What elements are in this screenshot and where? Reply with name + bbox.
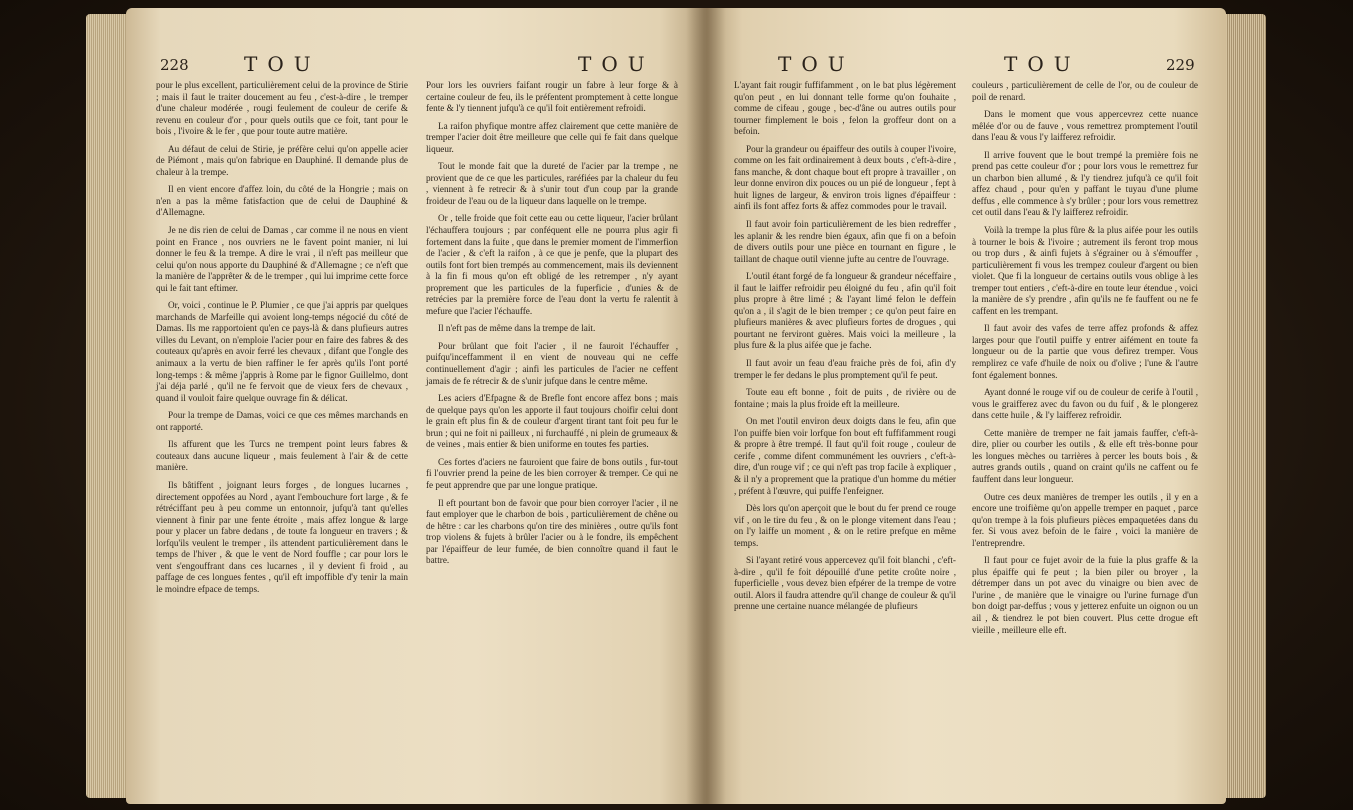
right-page-number: 229 <box>1166 56 1195 74</box>
paragraph: L'ayant fait rougir fuffifamment , on le bat plus légèrement qu'on peut , en lui donnant telle forme qu'on fouhaite , comme de cifeau , gouge , bec-d'âne ou autres outils pour tourner fimplement le bois , felon la groffeur dont on a befoin. <box>734 80 956 137</box>
paragraph: Il faut avoir des vafes de terre affez profonds & affez larges pour que l'outil puiffe y entrer aifément en toute fa longueur ou de la partie que vous defirez tremper. Vous remplirez ce vafe d'huile de noix ou d'olive ; l'une & l'autre font également bonnes. <box>972 323 1198 380</box>
paragraph: Les aciers d'Efpagne & de Brefle font encore affez bons ; mais de quelque pays qu'on les apporte il faut toujours choifir celui dont le grain eft plus fin & de couleur d'argent tirant tant foit peu fur le brun ; qui ne foit ni pailleux , ni furchauffé , ni plein de grumeaux & de veines , mais entier & bien uniforme en toutes fes parties. <box>426 393 678 450</box>
right-header-title-2: TOU <box>1004 52 1081 76</box>
paragraph: couleurs , particulièrement de celle de l'or, ou de couleur de poil de renard. <box>972 80 1198 102</box>
paragraph: L'outil étant forgé de fa longueur & grandeur néceffaire , il faut le laiffer refroidir peu éloigné du feu , afin qu'il foit plus propre à être limé ; & l'ayant limé felon le deffein qu'on a , il s'agit de le bien tremper ; ce qu'on peut faire en plufieurs manières & avec plufieurs fortes de drogues , qui pourtant ne ferviront guères. Mais voici la meilleure , la plus fure & la plus aifée que je fache. <box>734 271 956 351</box>
right-column-2 <box>972 80 1198 642</box>
left-column-1 <box>156 80 408 601</box>
paragraph: Ayant donné le rouge vif ou de couleur de cerife à l'outil , vous le graifferez avec du favon ou du fuif , & le plongerez dans cette huile , & l'y laifferez refroidir. <box>972 387 1198 421</box>
paragraph: Cette manière de tremper ne fait jamais fauffer, c'eft-à-dire, plier ou courber les outils , & elle eft très-bonne pour les longues mèches ou tarrières à percer les bouts bois , & autres grands outils , quand on craint qu'ils ne caffent ou fe fauffent dans leur longueur. <box>972 427 1198 484</box>
paragraph: Il faut pour ce fujet avoir de la fuie la plus graffe & la plus épaiffe qui fe peut ; la bien piler ou broyer , la détremper dans un pot avec du vinaigre ou bien avec de l'urine , de manière que le vinaigre ou l'urine furnage d'un bon doigt par-deffus ; vous y jetterez enfuite un oignon ou un ail , & tiendrez le pot bien couvert. Plus cette drogue eft vieille , meilleure elle eft. <box>972 555 1198 635</box>
paragraph: pour le plus excellent, particulièrement celui de la province de Stirie ; mais il faut le traiter doucement au feu , c'est-à-dire , le tremper d'une chaleur modérée , rougi feulement de couleur de cerife & revenu en couleur d'or , pour quels outils que ce foit, tant pour le bois , l'ivoire & le fer , que pour toute autre matière. <box>156 80 408 137</box>
paragraph: La raifon phyfique montre affez clairement que cette manière de tremper l'acier doit être meilleure que celle qui fe fait dans quelque liqueur. <box>426 120 678 154</box>
paragraph: On met l'outil environ deux doigts dans le feu, afin que l'on puiffe bien voir lorfque fon bout eft fuffifamment rougi & propre à être trempé. Il faut qu'il foit rouge , couleur de cerife , comme difent communément les ouvriers , c'eft-à-dire, d'un rouge vif ; ce qui n'eft pas trop facile à expliquer , & il n'y a proprement que la pratique d'un homme du métier , préfent à l'œuvre, qui puiffe l'enfeigner. <box>734 416 956 496</box>
left-column-2 <box>426 80 678 573</box>
paragraph: Il faut avoir un feau d'eau fraiche près de foi, afin d'y tremper le fer dedans le plus promptement qu'il fe peut. <box>734 358 956 380</box>
paragraph: Il en vient encore d'affez loin, du côté de la Hongrie ; mais on n'en a pas la même fatisfaction que de celui de Dauphiné & d'Allemagne. <box>156 184 408 218</box>
book-gutter <box>686 8 726 804</box>
left-header-title: TOU <box>244 52 321 76</box>
right-column-1 <box>734 80 956 619</box>
paragraph: Tout le monde fait que la dureté de l'acier par la trempe , ne provient que de ce que les particules, raréfiées par la chaleur du feu , viennent à fe retrecir & à s'unir tout d'un coup par la grande froideur de l'eau ou de la liqueur dans laquelle on le trempe. <box>426 161 678 206</box>
paragraph: Il n'eft pas de même dans la trempe de lait. <box>438 323 596 334</box>
paragraph: Ils affurent que les Turcs ne trempent point leurs fabres & couteaux dans aucune liqueur , mais feulement à l'air & de cette manière. <box>156 439 408 473</box>
right-header-title: TOU <box>778 52 855 76</box>
paragraph: Il faut avoir foin particulièrement de les bien redreffer , les aplanir & les rendre bien égaux, afin que fi on a befoin de divers outils pour une pièce en tournant en figure , le taillant de chaque outil vienne jufte au centre de l'ouvrage. <box>734 219 956 264</box>
paragraph: Je ne dis rien de celui de Damas , car comme il ne nous en vient point en France , nos ouvriers ne le favent point manier, ni lui donner le feu & la trempe. A dire le vrai , il n'eft pas meilleur que celui qu'on nous apporte du Dauphiné & d'Allemagne ; ce n'eft que la manière de l'apprêter & de le tremper , qui lui imprime cette force qui le fait tant eftimer. <box>156 225 408 293</box>
paragraph: Outre ces deux manières de tremper les outils , il y en a encore une troifième qu'on appelle tremper en paquet , parce qu'on trempe à la fois plufieurs pièces empaquetées dans du fer. Si vous avez befoin de le faire , voici la manière de l'entreprendre. <box>972 491 1198 548</box>
paragraph: Voilà la trempe la plus fûre & la plus aifée pour les outils à tourner le bois & l'ivoire ; autrement ils feront trop mous ou trop durs , & ainfi fujets à s'égrainer ou à s'émouffer , particulièrement fi vous les trempez couleur d'argent ou bien violet. Que fi la longueur de certains outils vous oblige à les tremper tout entiers , c'eft-à-dire en toute leur étendue , voici la manière de s'y prendre , afin qu'ils ne fe fauffent ou ne fe caffent en les trempant. <box>972 225 1198 316</box>
paragraph: Il eft pourtant bon de favoir que pour bien corroyer l'acier , il ne faut employer que le charbon de bois , particulièrement de chêne ou de hêtre : car les charbons qu'on tire des minières , outre qu'ils font trop violens & fujets à brûler l'acier ou à le fondre, ils empêchent par l'épaiffeur de leur fumée, de bien connoître quand il faut le battre. <box>426 497 678 566</box>
paragraph: Il arrive fouvent que le bout trempé la première fois ne prend pas cette couleur d'or ; pour lors vous le remettrez fur un charbon bien allumé , & l'y tiendrez jufqu'à ce qu'il foit affez chaud , pour qu'en y paffant le tuyau d'une plume deffus , elle commence à s'y brûler ; pour lors vous remettrez cet outil dans l'eau & l'y laifferez refroidir. <box>972 149 1198 218</box>
paragraph: Or, voici , continue le P. Plumier , ce que j'ai appris par quelques marchands de Marfeille qui avoient long-temps négocié du côté de Damas. Ils me rapportoient qu'en ce pays-là & dans plufieurs autres villes du Levant, on n'emploie l'acier pour en faire des fabres & des couteaux qu'après en avoir ferré les chevaux , difant que l'ongle des animaux a la vertu de bien raffiner le fer après qu'ils l'ont porté long-temps : & même j'appris à Rome par le fignor Guillelmo, dont j'ai déja parlé , qu'il ne fe fervoit que de vieux fers de chevaux , quand il vouloit faire quelque ouvrage fin & délicat. <box>156 300 408 403</box>
paragraph: Dans le moment que vous appercevrez cette nuance mêlée d'or ou de fauve , vous remettrez promptement l'outil dans l'eau & vous l'y laifferez refroidir. <box>972 109 1198 143</box>
open-book <box>46 0 1306 810</box>
paragraph: Ils bâtiffent , joignant leurs forges , de longues lucarnes , directement oppofées au Nord , ayant l'embouchure fort large , & fe rétréciffant peu à peu comme un entonnoir, jufqu'à tant qu'elles viennent à finir par une fente étroite , mais affez longue & large pour y placer un fabre dedans , de toute fa longueur en travers ; & lorfqu'ils veulent le tremper , ils attendent particulièrement dans le temps de l'hiver , & que le vent de Nord fouffle ; car pour lors le vent s'engouffrant dans ces lucarnes , il y devient fi froid , au paffage de ces longues fentes , qu'il eft impoffible d'y tenir la main le moindre efpace de temps. <box>156 479 408 594</box>
paragraph: Toute eau eft bonne , foit de puits , de rivière ou de fontaine ; mais la plus froide eft la meilleure. <box>734 387 956 409</box>
left-page <box>126 8 706 804</box>
paragraph: Pour la trempe de Damas, voici ce que ces mêmes marchands en ont rapporté. <box>156 410 408 432</box>
left-page-edges <box>86 14 128 798</box>
paragraph: Dès lors qu'on aperçoit que le bout du fer prend ce rouge vif , on le tire du feu , & on le plonge vitement dans l'eau ; on l'y laiffe un moment , & on le retire prefque en même temps. <box>734 503 956 548</box>
paragraph: Pour lors les ouvriers faifant rougir un fabre à leur forge & à certaine couleur de feu, ils le préfentent promptement à cette longue fente & l'y tiennent jufqu'à ce qu'il foit entièrement refroidi. <box>426 80 678 114</box>
paragraph: Ces fortes d'aciers ne fauroient que faire de bons outils , fur-tout fi l'ouvrier prend la peine de les bien corroyer & tremper. Ce qui ne fe peut apprendre que par une longue pratique. <box>426 456 678 490</box>
left-header-title-2: TOU <box>578 52 655 76</box>
paragraph: Pour la grandeur ou épaiffeur des outils à couper l'ivoire, comme on les fait ordinairement à deux bouts , c'eft-à-dire , fans manche, & dont chaque bout eft propre à travailler , on leur donne environ dix pouces ou un pié de longueur , fept à huit lignes de largeur, & environ trois lignes d'épaiffeur : ainfi ils font affez forts & affez commodes pour le travail. <box>734 143 956 212</box>
right-page <box>706 8 1226 804</box>
paragraph: Si l'ayant retiré vous appercevez qu'il foit blanchi , c'eft-à-dire , qu'il fe foit dépouillé d'une petite croûte noire , fuperficielle , vous devez bien efpérer de la trempe de votre outil. Alors il faudra attendre qu'il change de couleur & qu'il prenne une certaine nuance mélangée de plufieurs <box>734 555 956 612</box>
left-page-number: 228 <box>160 56 189 74</box>
paragraph: Au défaut de celui de Stirie, je préfère celui qu'on appelle acier de Piémont , mais qu'on fabrique en Dauphiné. Il demande plus de chaleur à la trempe. <box>156 143 408 177</box>
right-page-edges <box>1226 14 1266 798</box>
paragraph: Or , telle froide que foit cette eau ou cette liqueur, l'acier brûlant l'échauffera toujours ; par conféquent elle ne pourra plus agir fi fortement dans la fuite , que dans le premier moment de l'immerfion de l'acier , & c'eft la raifon , à ce que je penfe, que la plupart des outils font fort bien trempés au commencement, mais ils deviennent à la fin fi mous qu'on eft obligé de les retremper , n'y ayant proprement que les particules de la fuperficie , d'unies & de retrécies par la première force de l'eau dont la vertu fe ralentit à mefure que l'acier l'échauffe. <box>426 213 678 316</box>
paragraph: Pour brûlant que foit l'acier , il ne fauroit l'échauffer , puifqu'inceffamment il en vient de nouveau qui ne ceffe continuellement d'agir ; ainfi les particules de l'acier ne ceffent jamais de fe rétrecir & de s'unir jufque dans le centre même. <box>426 340 678 386</box>
